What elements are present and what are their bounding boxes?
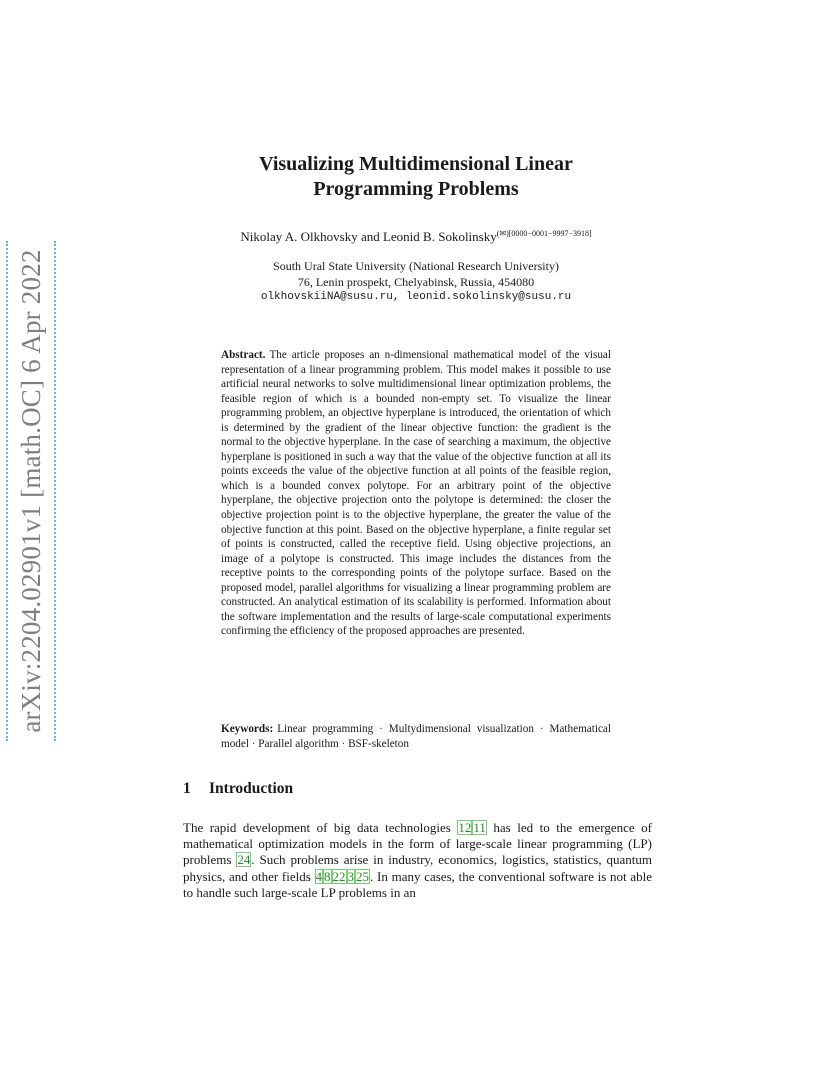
citation-ref[interactable]: 8 <box>324 868 331 884</box>
abstract <box>221 348 611 639</box>
intro-text: . In many cases, the conventional software is not able to handle such large-scale LP problems in an <box>183 868 652 900</box>
author-emails: olkhovskiiNA@susu.ru, leonid.sokolinsky@susu.ru <box>260 291 572 303</box>
introduction-paragraph <box>183 820 652 901</box>
citation-ref[interactable]: 22 <box>332 868 346 884</box>
citation-link[interactable] <box>315 869 371 884</box>
title-line-1: Visualizing Multidimensional Linear <box>259 153 573 175</box>
section-number: 1 <box>183 780 191 797</box>
citation-ref[interactable]: 11 <box>473 820 486 835</box>
affiliation <box>180 259 652 306</box>
abstract-text: The article proposes an n-dimensional mathematical model of the visual representation of a linear programming problem. This model makes it possible to use artificial neural networks to solve multidimensional linear optimization problems, the feasible region of which is a bounded non-empty set. To visualize the linear programming problem, an objective hyperplane is introduced, the orientation of which is determined by the gradient of the linear objective function: the gradient is the normal to the objective hyperplane. In the case of searching a maximum, the objective hyperplane is positioned in such a way that the value of the objective function at all its points exceeds the value of the objective function at all points of the feasible region, which is a bounded convex polytope. For an arbitrary point of the objective hyperplane, the objective projection onto the polytope is determined: the closer the objective projection point is to the objective hyperplane, the greater the value of the objective function at this point. Based on the objective hyperplane, a finite regular set of points is constructed, called the receptive field. Using objective projections, an image of a polytope is constructed. This image includes the distances from the receptive points to the corresponding points of the polytope surface. Based on the proposed model, parallel algorithms for visualizing a linear programming problem are constructed. An analytical estimation of its scalability is performed. Information about the software implementation and the results of large-scale computational experiments confirming the efficiency of the proposed approaches are presented. <box>221 349 611 638</box>
section-heading <box>183 780 293 798</box>
citation-ref[interactable]: 25 <box>356 868 370 884</box>
citation-link[interactable] <box>457 820 487 835</box>
citation-link[interactable] <box>236 852 251 867</box>
section-title: Introduction <box>209 780 294 797</box>
paper-title <box>180 152 652 202</box>
affiliation-address: 76, Lenin prospekt, Chelyabinsk, Russia, 454080 <box>297 274 535 289</box>
citation-ref[interactable]: 12 <box>458 820 472 835</box>
citation-ref[interactable]: 24 <box>237 852 251 868</box>
title-line-2: Programming Problems <box>313 178 519 200</box>
keywords-label: Keywords: <box>221 723 274 735</box>
keywords-text: Linear programming · Multydimensional visualization · Mathematical model · Parallel algorithm · BSF-skeleton <box>221 723 611 750</box>
affiliation-name: South Ural State University (National Research University) <box>273 259 559 273</box>
intro-text: The rapid development of big data technologies <box>183 820 458 835</box>
orcid-mark: (✉)[0000−0001−9997−3918] <box>496 229 592 238</box>
abstract-label: Abstract. <box>221 349 266 361</box>
author-list <box>180 229 652 245</box>
keywords <box>221 722 611 751</box>
arxiv-identifier: arXiv:2204.02901v1 [math.OC] 6 Apr 2022 <box>6 241 56 741</box>
intro-text: . Such problems arise in industry, economics, logistics, statistics, quantum physics, and other fields <box>183 852 653 884</box>
intro-text: has led to the emergence of mathematical optimization models in the form of large-scale linear programming (LP) problems <box>183 820 652 868</box>
author-names: Nikolay A. Olkhovsky and Leonid B. Sokolinsky <box>240 229 497 244</box>
citation-ref[interactable]: 4 <box>315 868 323 884</box>
citation-ref[interactable]: 3 <box>347 868 355 884</box>
